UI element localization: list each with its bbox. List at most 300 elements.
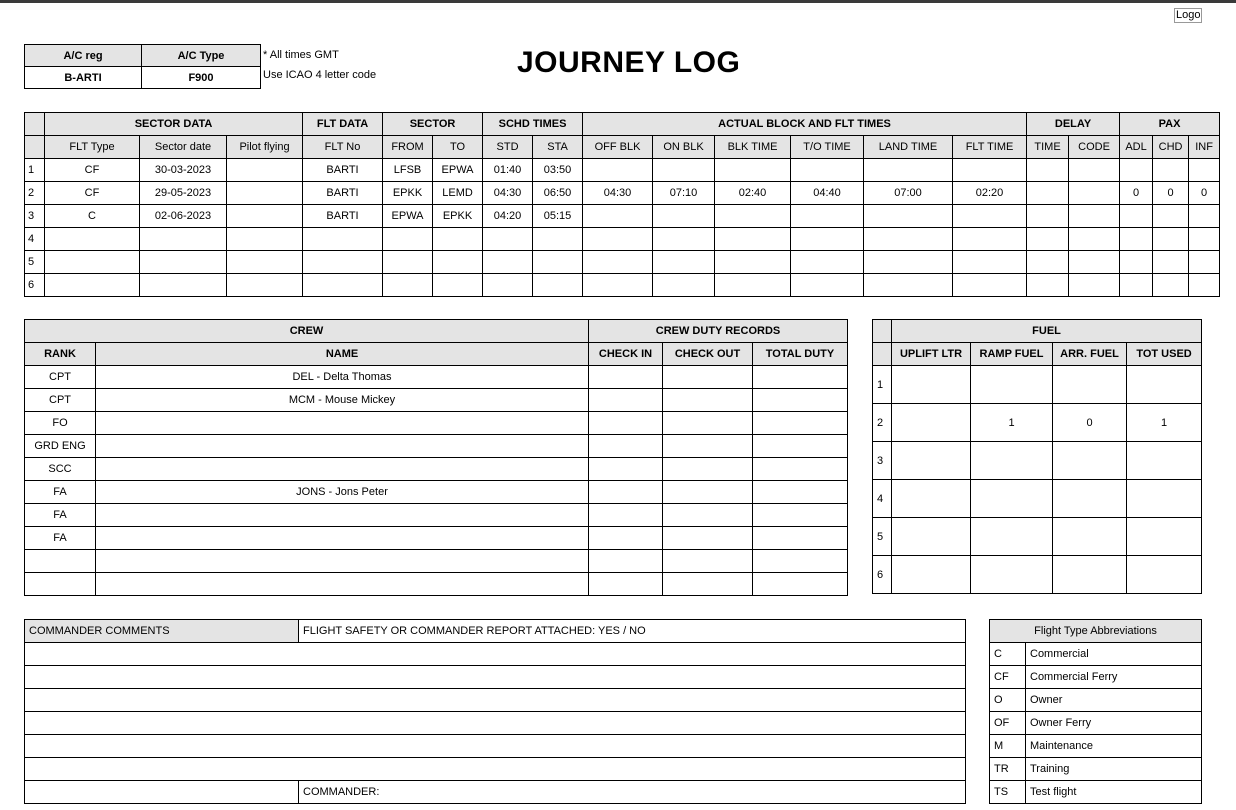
sector-cell[interactable]: EPKK [383,182,433,205]
sector-cell[interactable] [303,228,383,251]
fuel-ramp-cell[interactable] [971,442,1053,480]
sector-cell[interactable] [1153,274,1189,297]
sector-cell[interactable] [140,274,227,297]
column-header: FLT No [303,136,383,159]
crew-row [25,481,848,504]
crew-check-out-cell[interactable] [663,527,753,550]
row-number: 3 [873,442,892,480]
fuel-uplift-cell[interactable] [892,480,971,518]
crew-rank-cell[interactable]: FO [25,412,96,435]
row-number: 1 [25,159,45,182]
crew-rank-cell[interactable] [25,550,96,573]
crew-check-in-cell[interactable] [589,481,663,504]
sector-cell[interactable] [1027,205,1069,228]
crew-name-cell[interactable]: JONS - Jons Peter [96,481,589,504]
sector-cell[interactable] [583,205,653,228]
crew-check-out-cell[interactable] [663,504,753,527]
sector-cell[interactable] [227,159,303,182]
comment-line [25,758,966,781]
crew-row [25,504,848,527]
abbreviation-code: TR [990,758,1026,781]
fuel-tot-cell[interactable]: 1 [1127,404,1202,442]
sector-cell[interactable]: 03:50 [533,159,583,182]
sector-cell[interactable] [1069,182,1120,205]
fuel-ramp-cell[interactable]: 1 [971,404,1053,442]
crew-total-cell[interactable] [753,527,848,550]
sector-cell[interactable] [715,228,791,251]
sector-cell[interactable] [227,251,303,274]
crew-row [25,573,848,596]
commander-signature-field[interactable]: COMMANDER: [299,781,966,804]
abbreviation-row [990,758,1202,781]
crew-rank-cell[interactable]: FA [25,504,96,527]
sector-cell[interactable]: 04:20 [483,205,533,228]
sector-cell[interactable] [533,251,583,274]
fuel-table [872,319,1202,594]
crew-duty-header: CREW DUTY RECORDS [589,320,848,343]
abbreviations-header: Flight Type Abbreviations [990,620,1202,643]
column-header: UPLIFT LTR [892,343,971,366]
sector-cell[interactable] [583,274,653,297]
crew-check-out-cell[interactable] [663,435,753,458]
sector-cell[interactable] [653,274,715,297]
sector-cell[interactable] [791,228,864,251]
crew-total-cell[interactable] [753,389,848,412]
fuel-row [873,556,1202,594]
abbreviation-label: Commercial [1026,643,1202,666]
sector-cell[interactable] [864,274,953,297]
commander-blank-cell [25,781,299,804]
row-number: 6 [25,274,45,297]
sector-cell[interactable] [864,205,953,228]
crew-name-cell[interactable]: DEL - Delta Thomas [96,366,589,389]
crew-name-cell[interactable] [96,412,589,435]
column-header: T/O TIME [791,136,864,159]
comment-line [25,643,966,666]
sector-cell[interactable] [1153,159,1189,182]
sector-cell[interactable] [791,274,864,297]
column-header: RAMP FUEL [971,343,1053,366]
sector-cell[interactable]: LEMD [433,182,483,205]
sector-cell[interactable] [1120,205,1153,228]
fuel-arr-cell[interactable] [1053,442,1127,480]
crew-name-cell[interactable] [96,504,589,527]
comment-line-cell[interactable] [25,758,966,781]
crew-check-out-cell[interactable] [663,389,753,412]
top-border [0,0,1236,3]
sector-cell[interactable] [864,228,953,251]
sector-cell[interactable]: 0 [1153,182,1189,205]
comment-line-cell[interactable] [25,643,966,666]
sector-cell[interactable] [1120,159,1153,182]
sector-cell[interactable] [45,274,140,297]
row-number: 3 [25,205,45,228]
crew-check-out-cell[interactable] [663,550,753,573]
sector-cell[interactable] [1120,251,1153,274]
fuel-tot-cell[interactable] [1127,518,1202,556]
crew-row [25,435,848,458]
crew-total-cell[interactable] [753,550,848,573]
fuel-tot-cell[interactable] [1127,442,1202,480]
comments-table [24,619,966,804]
crew-name-cell[interactable] [96,458,589,481]
column-header: ADL [1120,136,1153,159]
fuel-arr-cell[interactable] [1053,556,1127,594]
sector-cell[interactable] [715,274,791,297]
fuel-row [873,366,1202,404]
crew-row [25,389,848,412]
sector-cell[interactable] [433,251,483,274]
sector-cell[interactable] [383,228,433,251]
sector-row [25,228,1220,251]
crew-table [24,319,848,596]
sector-cell[interactable]: EPWA [433,159,483,182]
comment-line-cell[interactable] [25,689,966,712]
fuel-uplift-cell[interactable] [892,518,971,556]
crew-rank-cell[interactable]: FA [25,527,96,550]
abbreviation-label: Commercial Ferry [1026,666,1202,689]
crew-rank-cell[interactable]: CPT [25,366,96,389]
crew-check-in-cell[interactable] [589,504,663,527]
abbreviation-code: M [990,735,1026,758]
column-header: CHECK OUT [663,343,753,366]
column-header: TOT USED [1127,343,1202,366]
note-icao: Use ICAO 4 letter code [263,69,377,81]
sector-cell[interactable] [1153,205,1189,228]
crew-rank-cell[interactable]: FA [25,481,96,504]
corner-cell [25,136,45,159]
column-header: INF [1189,136,1220,159]
group-actual-times: ACTUAL BLOCK AND FLT TIMES [583,113,1027,136]
fuel-header: FUEL [892,320,1202,343]
crew-check-out-cell[interactable] [663,366,753,389]
sector-cell[interactable] [45,228,140,251]
abbreviation-row [990,735,1202,758]
comment-line [25,735,966,758]
sector-cell[interactable]: 29-05-2023 [140,182,227,205]
crew-check-in-cell[interactable] [589,458,663,481]
sector-cell[interactable] [227,182,303,205]
sector-cell[interactable]: CF [45,159,140,182]
sector-cell[interactable] [1069,274,1120,297]
fuel-arr-cell[interactable] [1053,366,1127,404]
row-number: 4 [873,480,892,518]
crew-row [25,412,848,435]
fuel-tot-cell[interactable] [1127,366,1202,404]
sector-cell[interactable]: CF [45,182,140,205]
fuel-uplift-cell[interactable] [892,404,971,442]
abbreviation-row [990,689,1202,712]
group-flt-data: FLT DATA [303,113,383,136]
sector-cell[interactable] [140,251,227,274]
abbreviation-label: Training [1026,758,1202,781]
sector-cell[interactable] [1027,228,1069,251]
sector-cell[interactable] [1189,274,1220,297]
sector-cell[interactable]: 07:10 [653,182,715,205]
sector-cell[interactable] [533,274,583,297]
sector-cell[interactable] [715,251,791,274]
crew-check-in-cell[interactable] [589,412,663,435]
sector-cell[interactable] [1153,228,1189,251]
sector-cell[interactable] [483,251,533,274]
logo-placeholder: Logo [1176,9,1201,21]
sector-cell[interactable]: 04:40 [791,182,864,205]
ac-reg-value[interactable]: B-ARTI [25,67,142,89]
ac-type-value[interactable]: F900 [142,67,261,89]
sector-cell[interactable]: 06:50 [533,182,583,205]
sector-cell[interactable] [1189,251,1220,274]
crew-name-cell[interactable] [96,573,589,596]
group-schd-times: SCHD TIMES [483,113,583,136]
sector-cell[interactable]: BARTI [303,205,383,228]
sector-cell[interactable]: 02-06-2023 [140,205,227,228]
sector-cell[interactable]: BARTI [303,182,383,205]
abbreviation-code: CF [990,666,1026,689]
crew-check-in-cell[interactable] [589,366,663,389]
sector-cell[interactable] [1027,159,1069,182]
fuel-uplift-cell[interactable] [892,442,971,480]
sector-cell[interactable] [1120,274,1153,297]
sector-cell[interactable] [483,228,533,251]
abbreviation-code: O [990,689,1026,712]
sector-cell[interactable] [303,251,383,274]
comment-line-cell[interactable] [25,735,966,758]
sector-cell[interactable] [1069,251,1120,274]
sector-cell[interactable] [1027,251,1069,274]
sector-cell[interactable] [1069,228,1120,251]
sector-cell[interactable]: 0 [1120,182,1153,205]
sector-cell[interactable] [715,205,791,228]
abbreviation-label: Test flight [1026,781,1202,804]
sector-cell[interactable] [227,274,303,297]
crew-row [25,527,848,550]
sector-row [25,274,1220,297]
sector-cell[interactable]: BARTI [303,159,383,182]
fuel-uplift-cell[interactable] [892,556,971,594]
sector-cell[interactable] [483,274,533,297]
fuel-ramp-cell[interactable] [971,518,1053,556]
crew-check-in-cell[interactable] [589,435,663,458]
fuel-arr-cell[interactable] [1053,480,1127,518]
sector-cell[interactable] [1189,159,1220,182]
sector-cell[interactable] [1153,251,1189,274]
sector-cell[interactable] [533,228,583,251]
group-sector-data: SECTOR DATA [45,113,303,136]
crew-name-cell[interactable] [96,527,589,550]
row-number: 5 [25,251,45,274]
crew-check-in-cell[interactable] [589,527,663,550]
sector-table [24,112,1220,297]
fuel-tot-cell[interactable] [1127,556,1202,594]
comment-line [25,666,966,689]
sector-cell[interactable] [1027,274,1069,297]
sector-cell[interactable]: 01:40 [483,159,533,182]
crew-name-cell[interactable] [96,435,589,458]
crew-total-cell[interactable] [753,366,848,389]
crew-check-in-cell[interactable] [589,550,663,573]
abbreviation-code: C [990,643,1026,666]
fuel-ramp-cell[interactable] [971,480,1053,518]
abbreviation-row [990,781,1202,804]
crew-rank-cell[interactable]: CPT [25,389,96,412]
commander-row [25,781,966,804]
column-header: TIME [1027,136,1069,159]
crew-check-out-cell[interactable] [663,412,753,435]
sector-cell[interactable] [791,205,864,228]
column-header: ON BLK [653,136,715,159]
fuel-arr-cell[interactable] [1053,518,1127,556]
sector-cell[interactable] [583,159,653,182]
row-number: 5 [873,518,892,556]
sector-cell[interactable] [1069,205,1120,228]
crew-total-cell[interactable] [753,435,848,458]
sector-cell[interactable]: EPKK [433,205,483,228]
sector-cell[interactable] [583,228,653,251]
sector-cell[interactable]: C [45,205,140,228]
sector-cell[interactable] [227,205,303,228]
column-header: LAND TIME [864,136,953,159]
sector-row [25,251,1220,274]
crew-total-cell[interactable] [753,481,848,504]
fuel-row [873,404,1202,442]
ac-reg-label: A/C reg [25,45,142,67]
sector-cell[interactable] [383,274,433,297]
sector-cell[interactable] [583,251,653,274]
sector-cell[interactable] [227,228,303,251]
comment-line [25,689,966,712]
sector-cell[interactable] [953,251,1027,274]
column-header: BLK TIME [715,136,791,159]
abbreviation-row [990,643,1202,666]
crew-check-in-cell[interactable] [589,389,663,412]
comment-line-cell[interactable] [25,712,966,735]
sector-cell[interactable] [953,228,1027,251]
corner-cell [25,113,45,136]
page-title: JOURNEY LOG [517,46,741,79]
crew-name-cell[interactable] [96,550,589,573]
sector-cell[interactable] [715,159,791,182]
comment-line-cell[interactable] [25,666,966,689]
crew-total-cell[interactable] [753,504,848,527]
column-header: CHD [1153,136,1189,159]
row-number: 6 [873,556,892,594]
sector-cell[interactable] [791,251,864,274]
row-number: 2 [873,404,892,442]
abbreviation-code: OF [990,712,1026,735]
sector-cell[interactable]: 07:00 [864,182,953,205]
sector-cell[interactable] [433,274,483,297]
column-header: NAME [96,343,589,366]
sector-cell[interactable] [45,251,140,274]
fuel-uplift-cell[interactable] [892,366,971,404]
sector-cell[interactable]: 02:40 [715,182,791,205]
crew-check-out-cell[interactable] [663,481,753,504]
sector-cell[interactable] [864,251,953,274]
sector-cell[interactable] [653,228,715,251]
abbreviations-table [989,619,1202,804]
group-sector: SECTOR [383,113,483,136]
crew-total-cell[interactable] [753,458,848,481]
crew-header: CREW [25,320,589,343]
crew-row [25,458,848,481]
sector-cell[interactable] [953,274,1027,297]
fuel-ramp-cell[interactable] [971,556,1053,594]
corner-cell [873,320,892,343]
group-pax: PAX [1120,113,1220,136]
crew-row [25,366,848,389]
sector-cell[interactable]: LFSB [383,159,433,182]
column-header: CHECK IN [589,343,663,366]
column-header: FROM [383,136,433,159]
fuel-row [873,518,1202,556]
sector-cell[interactable] [953,159,1027,182]
column-header: STD [483,136,533,159]
sector-cell[interactable]: 04:30 [583,182,653,205]
column-header: FLT TIME [953,136,1027,159]
column-header: TOTAL DUTY [753,343,848,366]
sector-cell[interactable] [953,205,1027,228]
crew-check-out-cell[interactable] [663,573,753,596]
sector-cell[interactable] [1027,182,1069,205]
aircraft-table [24,44,261,89]
abbreviation-code: TS [990,781,1026,804]
sector-cell[interactable]: 04:30 [483,182,533,205]
column-header: ARR. FUEL [1053,343,1127,366]
fuel-ramp-cell[interactable] [971,366,1053,404]
row-number: 1 [873,366,892,404]
crew-rank-cell[interactable] [25,573,96,596]
crew-check-out-cell[interactable] [663,458,753,481]
crew-total-cell[interactable] [753,573,848,596]
sector-cell[interactable] [303,274,383,297]
sector-cell[interactable] [140,228,227,251]
fuel-arr-cell[interactable]: 0 [1053,404,1127,442]
sector-cell[interactable] [383,251,433,274]
fuel-row [873,442,1202,480]
sector-cell[interactable] [1069,159,1120,182]
sector-cell[interactable]: 30-03-2023 [140,159,227,182]
sector-row [25,159,1220,182]
sector-cell[interactable] [791,159,864,182]
sector-cell[interactable] [1189,228,1220,251]
commander-comments-label: COMMANDER COMMENTS [25,620,299,643]
sector-cell[interactable]: 05:15 [533,205,583,228]
sector-cell[interactable]: 0 [1189,182,1220,205]
group-delay: DELAY [1027,113,1120,136]
sector-cell[interactable] [1120,228,1153,251]
crew-row [25,550,848,573]
sector-cell[interactable] [1189,205,1220,228]
safety-report-label[interactable]: FLIGHT SAFETY OR COMMANDER REPORT ATTACHED: YES / NO [299,620,966,643]
crew-rank-cell[interactable]: SCC [25,458,96,481]
fuel-tot-cell[interactable] [1127,480,1202,518]
sector-cell[interactable]: EPWA [383,205,433,228]
sector-cell[interactable] [433,228,483,251]
crew-rank-cell[interactable]: GRD ENG [25,435,96,458]
crew-total-cell[interactable] [753,412,848,435]
row-number: 2 [25,182,45,205]
sector-cell[interactable] [864,159,953,182]
sector-cell[interactable] [653,159,715,182]
sector-cell[interactable]: 02:20 [953,182,1027,205]
row-number: 4 [25,228,45,251]
sector-cell[interactable] [653,251,715,274]
crew-name-cell[interactable]: MCM - Mouse Mickey [96,389,589,412]
crew-check-in-cell[interactable] [589,573,663,596]
sector-row [25,182,1220,205]
sector-cell[interactable] [653,205,715,228]
column-header: Pilot flying [227,136,303,159]
